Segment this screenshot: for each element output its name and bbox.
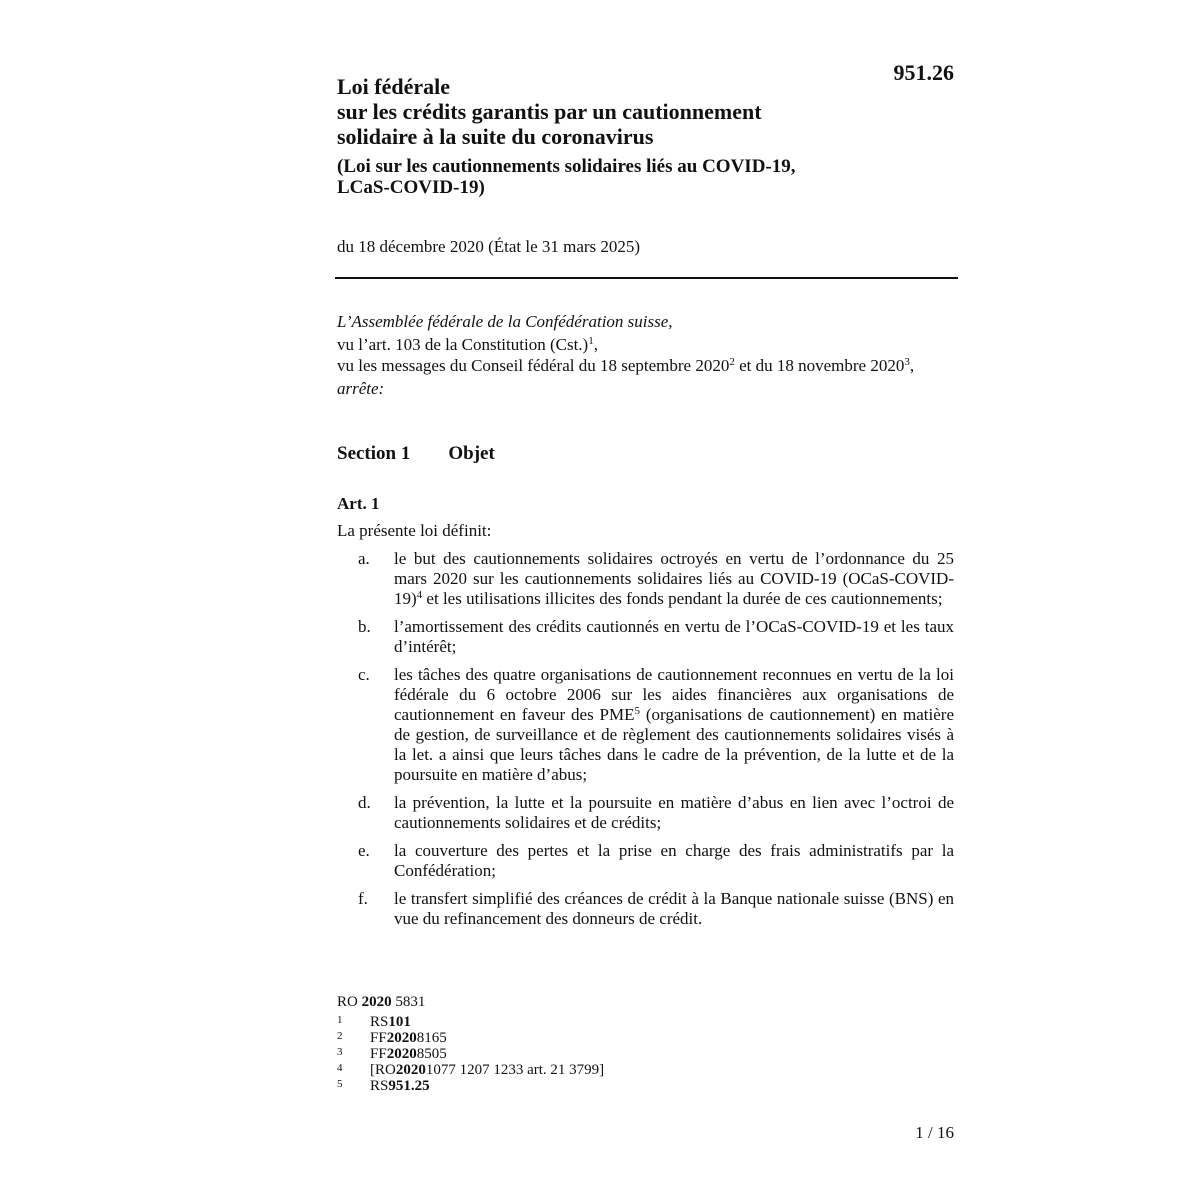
footnote-ref-5[interactable]: 5 — [634, 705, 640, 717]
title-line: solidaire à la suite du coronavirus — [337, 124, 654, 149]
list-item — [337, 889, 954, 929]
footnote-ref-2[interactable]: 2 — [729, 356, 735, 368]
list-item — [337, 841, 954, 881]
list-text: les tâches des quatre organisations de cautionnement reconnues en vertu de la loi fédérale du 6 octobre 2006 sur les aides financières aux organisations de cautionnement en faveur des PME$^5$ (organisations de cautionnement) en matière de gestion, de surveillance et de règlement des cautionnements solidaires visés à la let. a ainsi que leurs tâches dans le cadre de la prévention, de la lutte et de la poursuite en matière d’abus; — [394, 665, 954, 784]
preamble-decree: arrête: — [337, 379, 385, 398]
document-subtitle — [337, 156, 937, 198]
footnote-ref-1[interactable]: 1 — [588, 335, 594, 347]
preamble-punct: , — [909, 356, 915, 375]
list-letter: b. — [358, 617, 371, 636]
footnote: 2 FF 2020 8165 — [337, 1030, 447, 1046]
section-heading — [337, 443, 495, 465]
preamble-messages-text-b: et du 18 novembre 2020 — [734, 356, 905, 375]
list-letter: e. — [358, 841, 370, 860]
title-line: sur les crédits garantis par un cautionnement — [337, 99, 762, 124]
list-text: l’amortissement des crédits cautionnés en vertu de l’OCaS-COVID-19 et les taux d’intérêt; — [394, 617, 954, 656]
subtitle-line: LCaS-COVID-19) — [337, 177, 485, 198]
list-item — [337, 665, 954, 785]
footnote-ref-4[interactable]: 4 — [416, 589, 423, 601]
list-text: le transfert simplifié des créances de crédit à la Banque nationale suisse (BNS) en vue du refinancement des donneurs de crédit. — [394, 889, 954, 928]
footnotes — [337, 1014, 737, 1094]
article-heading: Art. 1 — [337, 494, 380, 513]
document-number: 951.26 — [893, 60, 954, 85]
footnote: 1 RS 101 — [337, 1014, 411, 1030]
document-date: du 18 décembre 2020 (État le 31 mars 2025) — [337, 237, 641, 256]
list-item — [337, 617, 954, 657]
list-item — [337, 793, 954, 833]
list-text: la prévention, la lutte et la poursuite en matière d’abus en lien avec l’octroi de cautionnements solidaires et de crédits; — [394, 793, 954, 832]
article-list — [337, 549, 954, 937]
preamble-constitution — [337, 333, 957, 356]
title-line: Loi fédérale — [337, 74, 451, 99]
preamble-messages-text: vu les messages du Conseil fédéral du 18 septembre 2020 — [337, 356, 730, 375]
footnote-number: 2 — [337, 1030, 343, 1042]
footnote-number: 4 — [337, 1062, 343, 1074]
preamble-assembly: L’Assemblée fédérale de la Confédération suisse, — [337, 312, 673, 331]
list-item — [337, 549, 954, 609]
footnote: 3 FF 2020 8505 — [337, 1046, 447, 1062]
document-title — [337, 74, 877, 149]
list-letter: c. — [358, 665, 370, 684]
footnote-number: 1 — [337, 1014, 343, 1026]
header-divider — [335, 277, 958, 279]
article-intro: La présente loi définit: — [337, 521, 492, 540]
subtitle-line: (Loi sur les cautionnements solidaires liés au COVID-19, — [337, 156, 796, 177]
preamble — [337, 310, 957, 400]
list-text: la couverture des pertes et la prise en charge des frais administratifs par la Confédération; — [394, 841, 954, 880]
footnote: 4 [RO 2020 1077 1207 1233 art. 21 3799] — [337, 1062, 605, 1078]
preamble-messages — [337, 354, 957, 377]
footnote: 5 RS 951.25 — [337, 1078, 430, 1094]
list-letter: f. — [358, 889, 368, 908]
footnote-ref-3[interactable]: 3 — [904, 356, 910, 368]
list-letter: a. — [358, 549, 370, 568]
section-label: Section 1 — [337, 443, 411, 464]
preamble-constitution-text: vu l’art. 103 de la Constitution (Cst.) — [337, 335, 589, 354]
footnote-number: 3 — [337, 1046, 343, 1058]
preamble-punct: , — [593, 335, 598, 354]
ro-reference: RO 2020 5831 — [337, 994, 426, 1010]
section-title: Objet — [448, 443, 495, 464]
page-indicator: 1 / 16 — [915, 1123, 954, 1142]
list-text: le but des cautionnements solidaires octroyés en vertu de l’ordonnance du 25 mars 2020 sur les cautionnements solidaires liés au COVID-19 (OCaS-COVID-19)$^4$ et les utilisations illicites des fonds pendant la durée de ces cautionnements; — [394, 549, 954, 608]
footnote-number: 5 — [337, 1078, 343, 1090]
list-letter: d. — [358, 793, 371, 812]
